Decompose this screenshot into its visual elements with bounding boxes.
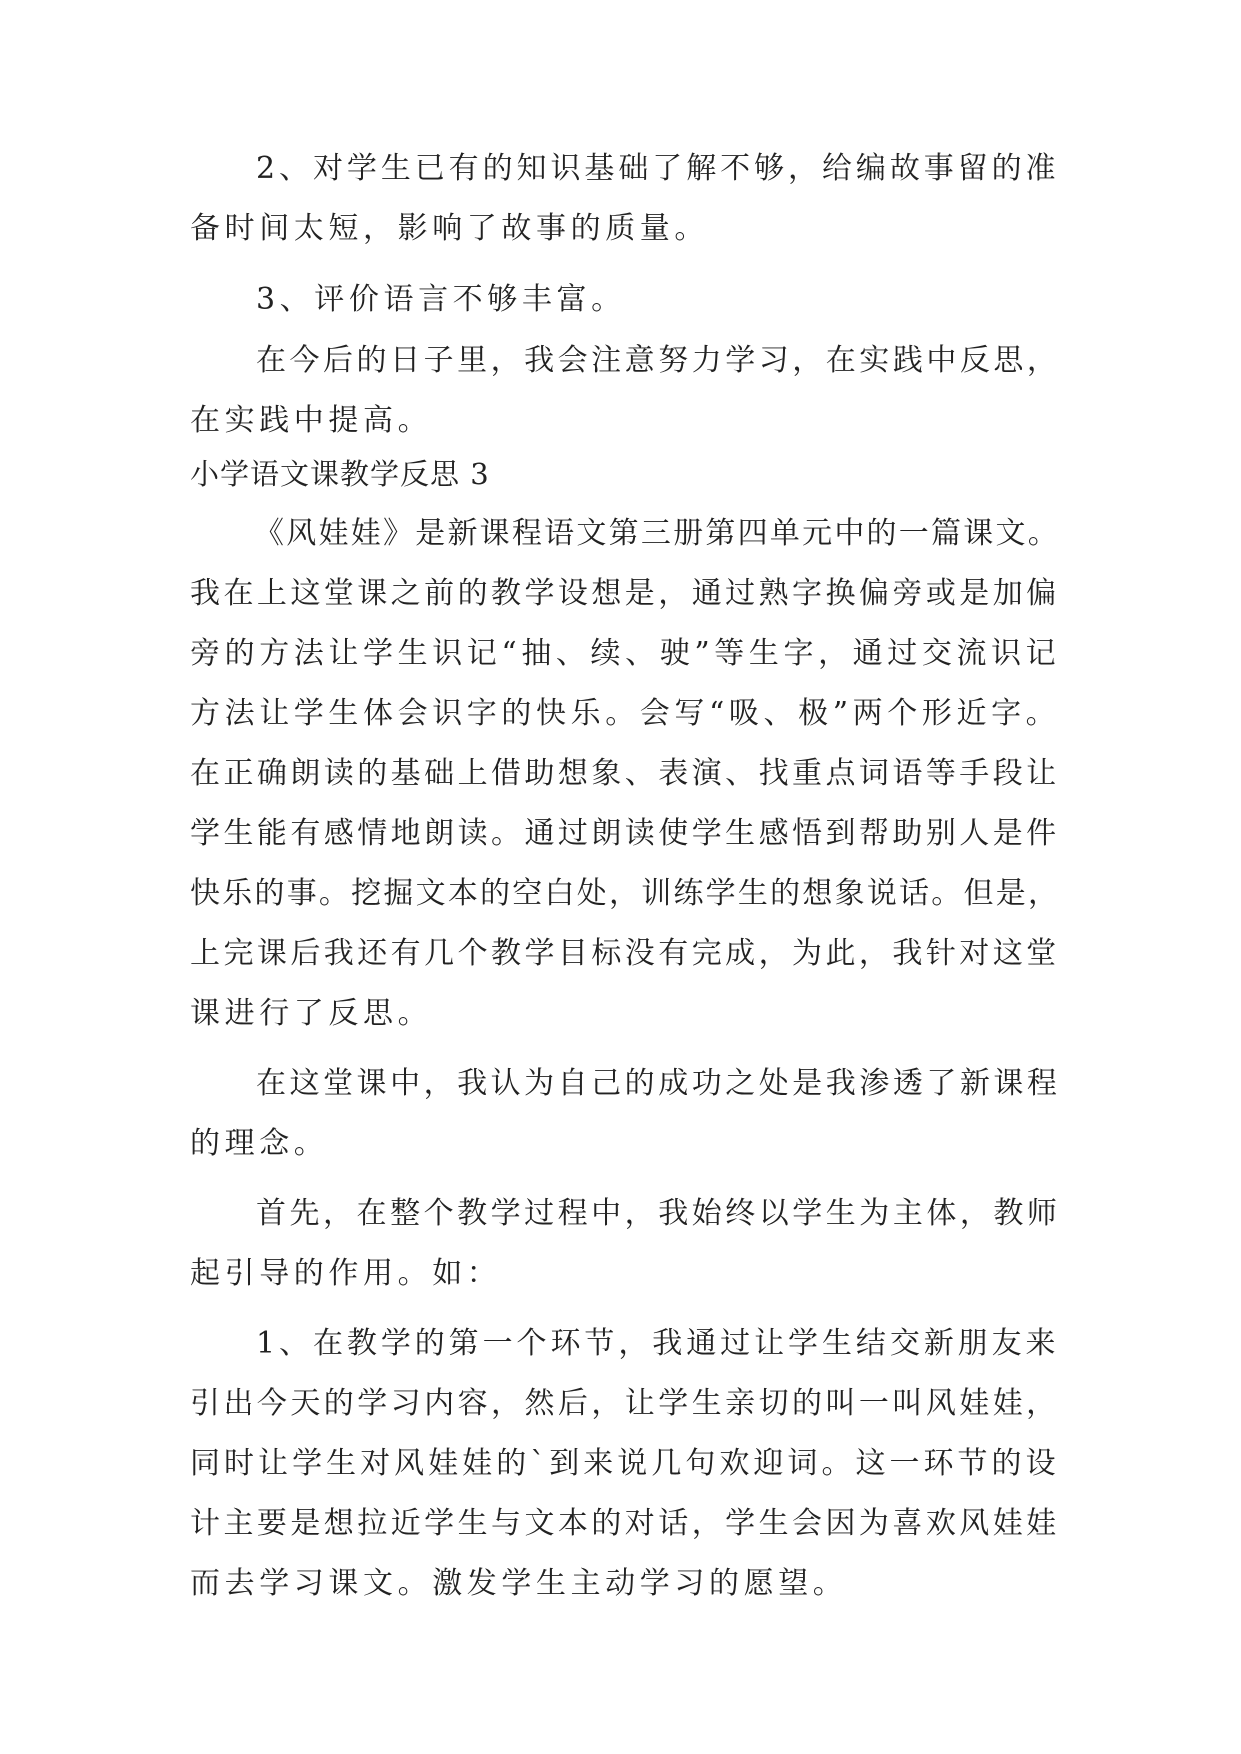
text-line: 课进行了反思。 <box>190 996 433 1031</box>
text-line: 备时间太短，影响了故事的质量。 <box>190 211 709 246</box>
text-line: 我在上这堂课之前的教学设想是，通过熟字换偏旁或是加偏 <box>190 576 1060 611</box>
text-line: 同时让学生对风娃娃的`到来说几句欢迎词。这一环节的设 <box>190 1446 1060 1481</box>
text-line: 3、评价语言不够丰富。 <box>256 282 626 317</box>
text-line: 《风娃娃》是新课程语文第三册第四单元中的一篇课文。 <box>254 516 1060 551</box>
text-line: 2、对学生已有的知识基础了解不够，给编故事留的准 <box>256 151 1060 186</box>
section-heading: 小学语文课教学反思 3 <box>190 457 490 491</box>
text-line: 起引导的作用。如： <box>190 1256 502 1291</box>
text-line: 旁的方法让学生识记“抽、续、驶”等生字，通过交流识记 <box>190 636 1061 671</box>
text-line: 而去学习课文。激发学生主动学习的愿望。 <box>190 1566 848 1601</box>
text-line: 方法让学生体会识字的快乐。会写“吸、极”两个形近字。 <box>190 696 1061 731</box>
text-line: 在今后的日子里，我会注意努力学习，在实践中反思， <box>256 343 1061 378</box>
text-line: 上完课后我还有几个教学目标没有完成，为此，我针对这堂 <box>190 936 1060 971</box>
text-line: 的理念。 <box>190 1126 329 1161</box>
text-line: 1、在教学的第一个环节，我通过让学生结交新朋友来 <box>256 1326 1060 1361</box>
text-line: 计主要是想拉近学生与文本的对话，学生会因为喜欢风娃娃 <box>190 1506 1060 1541</box>
text-line: 在这堂课中，我认为自己的成功之处是我渗透了新课程 <box>256 1066 1061 1101</box>
text-line: 引出今天的学习内容，然后，让学生亲切的叫一叫风娃娃， <box>190 1386 1060 1421</box>
text-line: 在实践中提高。 <box>190 403 433 438</box>
text-line: 学生能有感情地朗读。通过朗读使学生感悟到帮助别人是件 <box>190 816 1060 851</box>
text-line: 快乐的事。挖掘文本的空白处，训练学生的想象说话。但是， <box>190 876 1061 911</box>
text-line: 首先，在整个教学过程中，我始终以学生为主体，教师 <box>256 1196 1061 1231</box>
text-line: 在正确朗读的基础上借助想象、表演、找重点词语等手段让 <box>190 756 1060 791</box>
